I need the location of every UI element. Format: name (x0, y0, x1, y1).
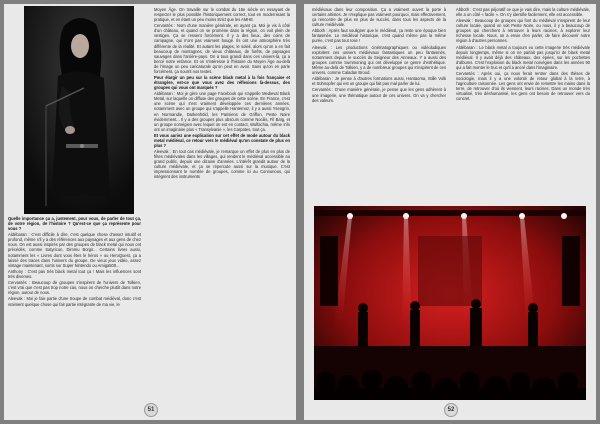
right-page (304, 4, 596, 420)
answer-text: Anthony : C'est pas très black metal tout ça ! Mais les influences sont très diverses. (8, 268, 141, 279)
stage-illustration (314, 206, 586, 400)
answer-text: Abboth : C'est pas péjoratif ce que je vais dire, mais la culture médiévale, elle a un côté « facile ». On s'y identifie facilement, elle est accessible. (456, 7, 590, 18)
answer-text: Aldébaran : Le black metal a toujours eu cette imagerie très médiévale depuis longtemps, même si on ne parlait pas jusqu'ici de black metal médiéval. Il y avait déjà des châteaux, des épées, sur les pochettes d'albums. C'est l'explosion du black metal norvégien dans les années 90 qui a fait monter le truc et qu'il a ancré dans l'imaginaire. (456, 44, 590, 70)
answer-text: Cervantès : D'une manière générale, je pense que les gens adhèrent à une imagerie, une thématique autour de ces univers. On va y chercher des valeurs. (312, 87, 446, 103)
right-col2-text (456, 7, 590, 103)
singer-photo (24, 6, 134, 214)
answer-text: Cervantès : Beaucoup de groupes s'inspirent de l'univers de Tolkien, c'est vrai que c'est pas trop notre cas, nous on cherche plutôt dans notre région, autour de nous. (8, 280, 141, 296)
question-text: Quelle importance ça a, justement, pour vous, de parler de tout ça, de votre région, de l'histoire ? Qu'est-ce que ça représente pour vous ? (8, 216, 141, 232)
answer-text: Aleevak : Les productions cinématographiques ou vidéoludiques exploitent ces univers médiévaux fantastiques un peu fantasmés, notamment depuis le succès du Seigneur des Anneaux. Y a aussi des groupes comme Summoning qui ont développé ce genre d'esthétique. Même au-delà de Tolkien, y a de nombreux groupes qui s'inspirent de ces univers, comme Caladan Brood. (312, 44, 446, 75)
answer-text: Aleevak : En tout cas médiévale, je remarque un effet de plus en plus de fêtes médiévales dans les villages, qui rendent le médiéval accessible au grand public, depuis une dizaine d'années. L'intérêt grandit autour de la culture médiévale, et ça se répercute aussi sur la musique. C'est impressionnant le nombre de groupes, comme ici au Connunous, qui intègrent des instruments (154, 149, 290, 180)
left-page (4, 4, 296, 420)
stage-photo (314, 206, 586, 400)
question-text: Pour élargir un peu sur la scène black metal à la fois française et étrangère, est-ce que vous avez des réflexions là-dessus, des groupes qui vous ont marqués ? (154, 74, 290, 91)
question-text: Et vous auriez une explication sur cet effet de mode autour du black metal médiéval, ce retour vers le médiéval qu'on constate de plus en plus ? (154, 132, 290, 148)
answer-text: Aldébaran : C'est difficile à dire, c'est quelque chose d'assez intuitif et profond, même s'il y a des références aux paysages et aux gens de chez nous. On est aussi inspirés par des groupes de black metal qui nous ont précédés, comme Satyricon, Dimmu Borgir... Certains livres aussi, notamment les « Livres dont vous êtes le héros » ou HeroQuest, ça a laissé des traces dans l'univers du groupe. De vieux jeux vidéo, assez vintage maintenant, sortis sur Super Nintendo ou Amiga500... (8, 232, 141, 268)
answer-text: Aldébaran : Moi je gère une page Facebook qui s'appelle Medieval Black Metal, sur laquelle on diffuse des groupes de cette scène. En France, c'est une scène qui s'est vraiment développée ces dernières années, notamment avec un groupe qui s'appelle Hanternoz, il y a aussi Ysengrin, en Normandie, Darkenhöld, les Parisiens de Griffon, Peste Noire évidemment... Il y a des groupes plus obscurs comme Nocilis, Fil Baïg, et un groupe norvégien avec lequel on est en contact, Wulfachia, même s'ils ont un imaginaire plus « Transylvanie », les Carpates, tout ça. (154, 91, 290, 132)
left-col2-text (154, 7, 290, 181)
answer-text: Abboth : Après faut souligner que le médiéval, ça reste une époque bien fantasmée. Le médiéval historique, c'est quand même pas la même purée, c'est pas tout rose ! (312, 28, 446, 44)
answer-text: Cervantès : Après oui, ça nous ferait rentrer dans des thèses de sociologie, mais il y a une volonté de retour global à la terre, à l'agriculture raisonnée. Les gens ont envie de remettre les mains dans la terre, de retrouver d'où ils viennent, leurs racines. Dans un monde très virtualisé, très déshumanisé, les gens ont besoin de retrouver vers du concret. (456, 71, 590, 102)
answer-text: Aleevak : Beaucoup de groupes qui font du médiéval s'inspirent de leur culture locale, quand on voit Peste Noire, ou nous, il y a beaucoup de groupes qui cherchent à retrouver à leurs racines, à explorer leur richesse locale. Nous, on a envie d'en parler, de faire découvrir notre région à d'autres personnes. (456, 18, 590, 44)
left-col1-text (8, 216, 141, 308)
answer-text: Moyen Âge. On travaille sur le combat du 15e siècle en essayant de respecter le plus possible l'historiquement correct, tout en modernisant la pratique, et en étant un peu moins strict que les AMHE. (154, 7, 290, 23)
right-col1-text (312, 7, 446, 104)
page-number: 52 (444, 403, 458, 417)
answer-text: médiévaux dans leur composition. Ça a vraiment ouvert la porte à certains artistes. Je n'explique pas vraiment pourquoi, mais effectivement, ça rencontre de plus en plus de succès, dans tous les aspects de la culture médiévale. (312, 7, 446, 28)
answer-text: Aldébaran : Je pense à d'autres formations aussi, Hantaoma, Stille Volk et Sühnopfer qui est un groupe qui fait pas mal parler de lui. (312, 76, 446, 87)
answer-text: Cervantès : Nom d'une manière générale, en ayant ça. Moi je vis à côté d'un château, et quand on se promène dans la région, on voit plein de vestiges. Ça se ressent forcément. Il y a des lieux, des coins de campagne, qui n'ont pas vraiment bougé. Ils ont une atmosphère très différente de la réalité. Et autant les plages, le soleil, alors qu'on a en fait beaucoup de montagnes, de vieux châteaux, de forêts, de paysages sauvages dans l'arrière-pays. On a tous grandi dans ces univers-là, ça a bercé notre enfance. Et on s'intéresse à l'histoire du Moyen Âge au-delà de l'image un peu caricaturale qu'on peut en avoir. Sans qu'on en parle forcément, ça nourrit nos textes. (154, 23, 290, 74)
singer-illustration (24, 6, 134, 214)
answer-text: Aleevak : Moi je fais partie d'une troupe de combat médiéval, donc c'est vraiment quelque chose qui fait partie intégrante de ma vie, le (8, 296, 141, 307)
page-number: 51 (144, 403, 158, 417)
